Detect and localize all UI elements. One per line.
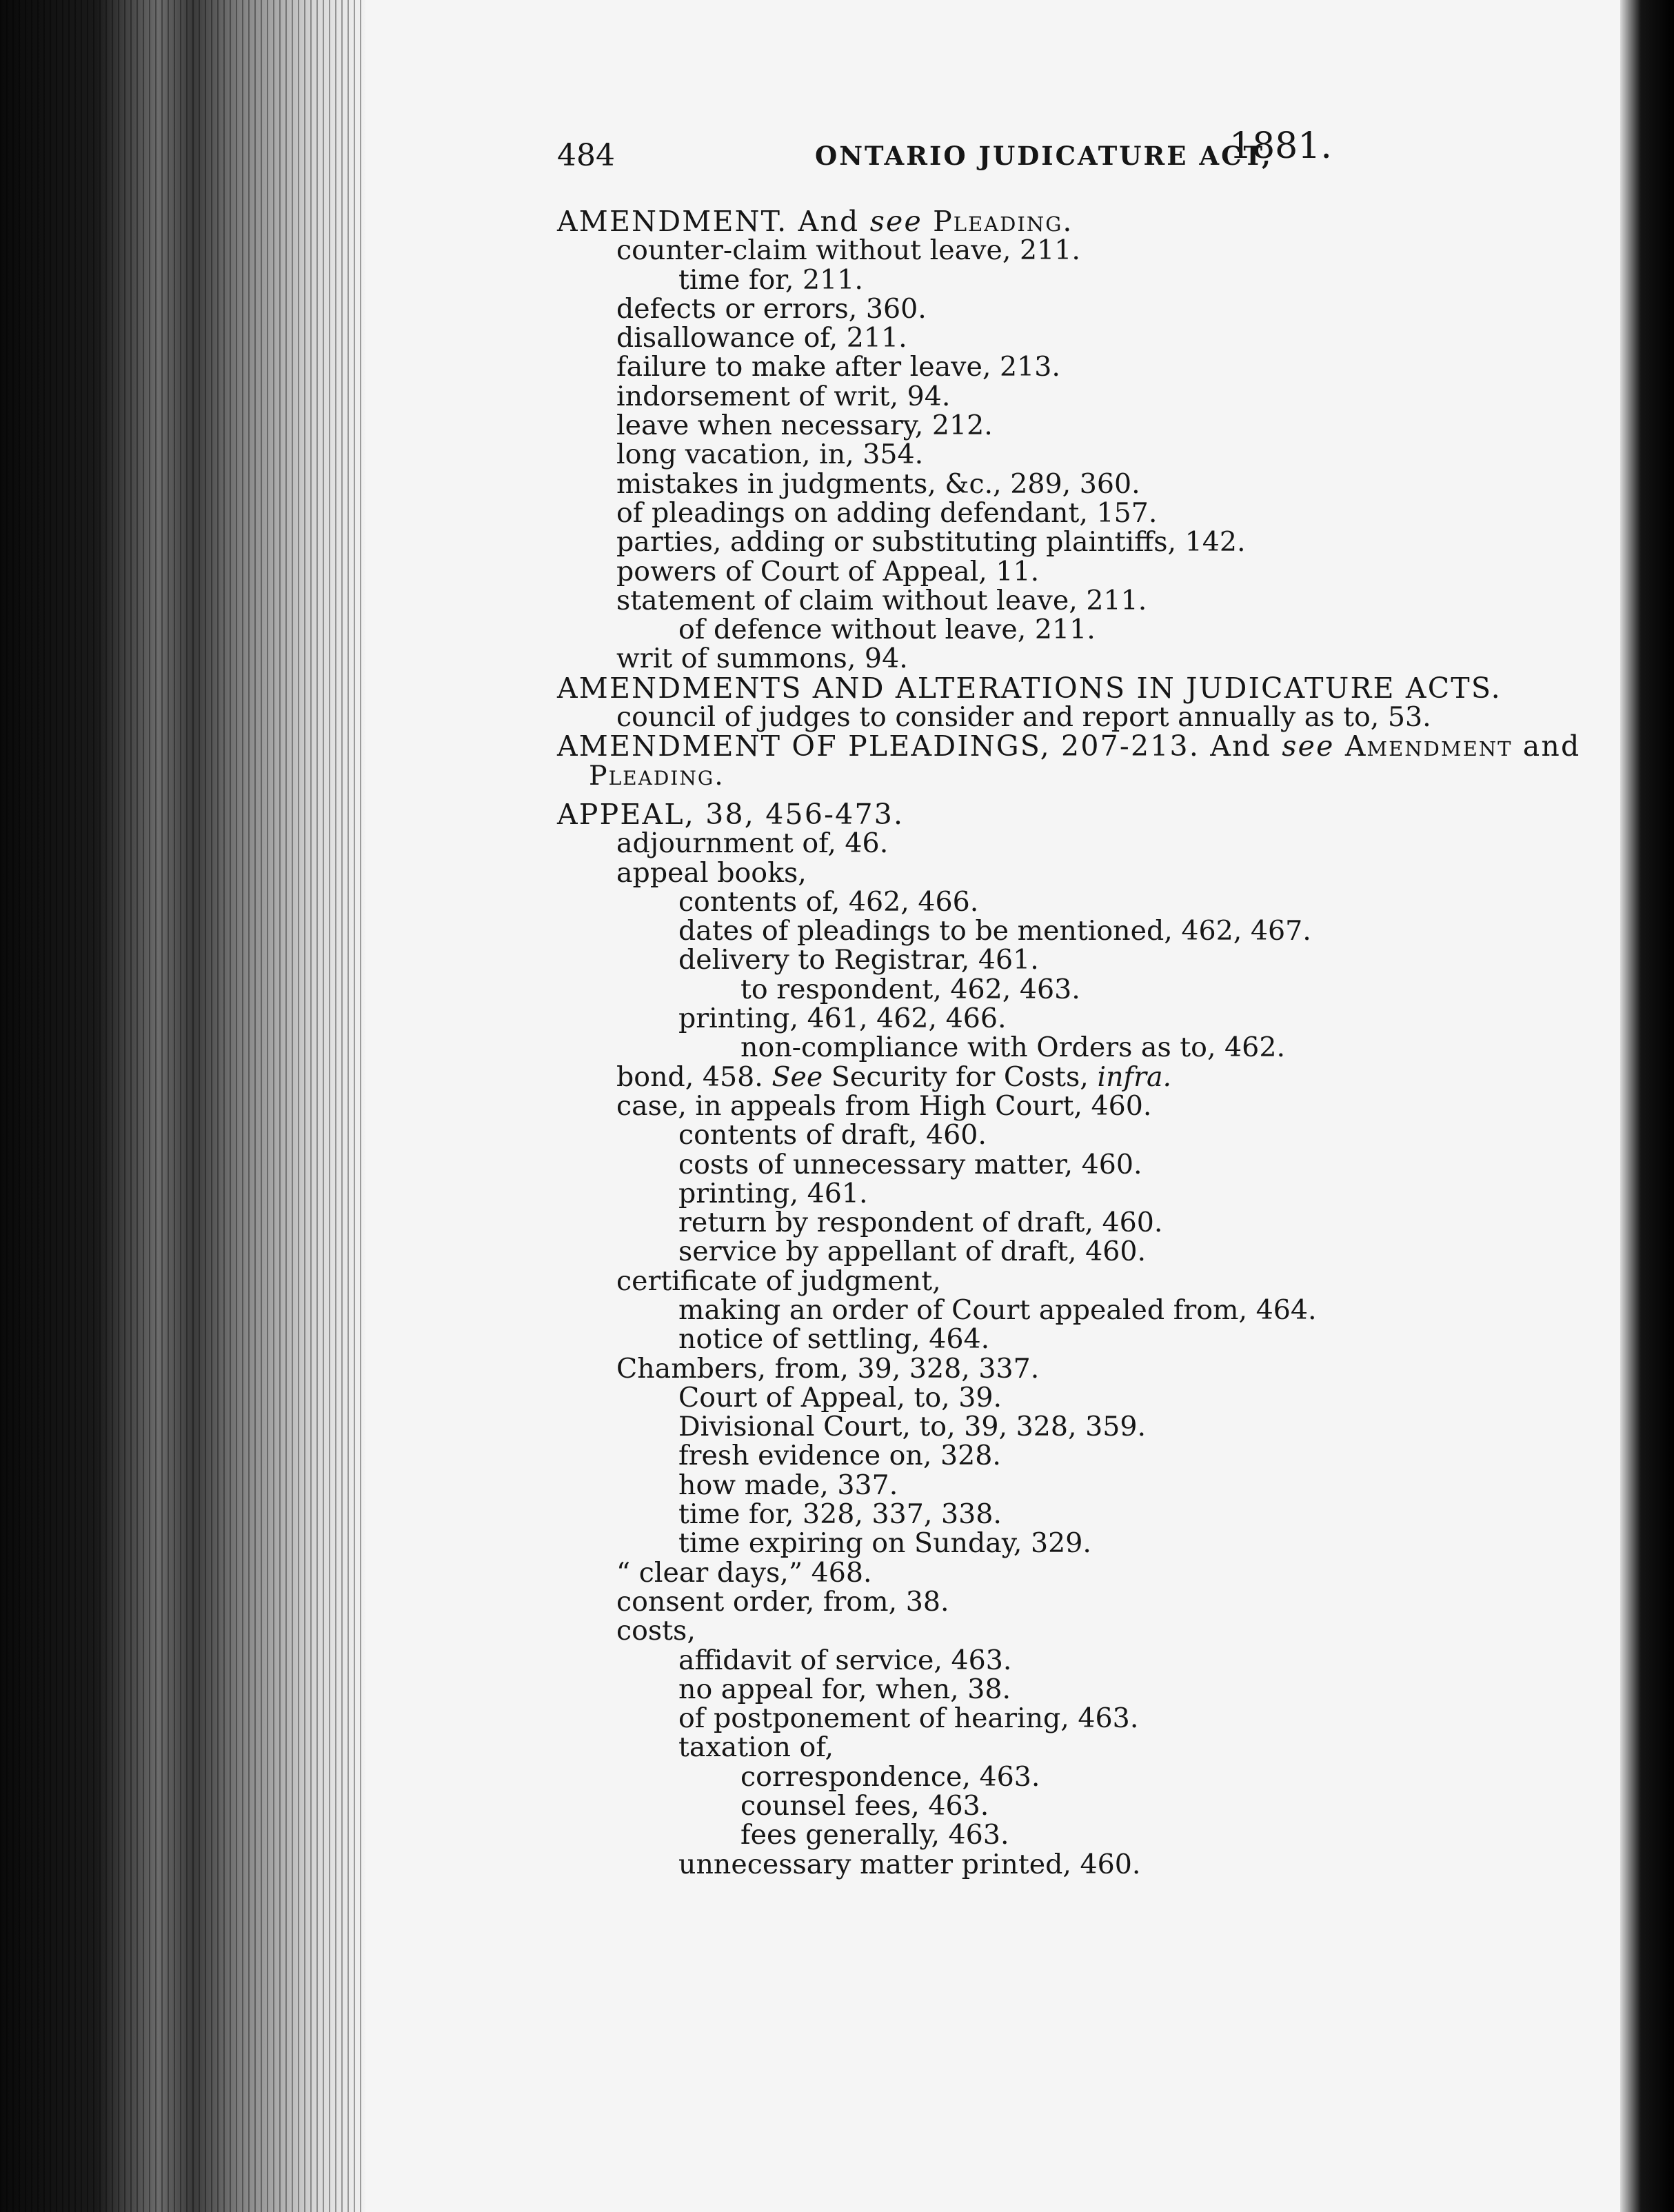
entry-text: writ of summons, 94.: [616, 643, 908, 675]
entry-text: costs,: [616, 1615, 696, 1647]
entry-text: delivery to Registrar, 461.: [678, 944, 1039, 976]
index-heading: [557, 671, 1605, 705]
entry-text: time expiring on Sunday, 329.: [678, 1527, 1091, 1560]
index-entry: [557, 1296, 1605, 1325]
entry-text: costs of unnecessary matter, 460.: [678, 1148, 1142, 1180]
entry-text: long vacation, in, 354.: [616, 439, 924, 471]
index-entry: [557, 615, 1605, 644]
index-entry: [557, 1616, 1605, 1645]
index-entry: [557, 526, 1605, 559]
cross-reference-target: Pleading.: [589, 759, 725, 792]
entry-text: printing, 461.: [678, 1177, 868, 1209]
index-entry: [557, 323, 1605, 352]
index-entry: [557, 1762, 1605, 1791]
index-entry: [557, 1675, 1605, 1704]
see-reference: see: [869, 205, 922, 238]
index-entry: [557, 557, 1605, 586]
entry-text: Court of Appeal, to, 39.: [678, 1381, 1002, 1414]
entry-text: dates of pleadings to be mentioned, 462, 467.: [678, 915, 1311, 947]
entry-text: non-compliance with Orders as to, 462.: [740, 1032, 1285, 1064]
index-heading: [557, 732, 1605, 761]
entry-text: of defence without leave, 211.: [678, 614, 1096, 646]
entry-text: fresh evidence on, 328.: [678, 1440, 1001, 1472]
entry-text: disallowance of, 211.: [616, 322, 907, 354]
index-entry: [557, 1119, 1605, 1152]
index-entry: [557, 440, 1605, 469]
index-entry: [557, 1733, 1605, 1762]
entry-text: AMENDMENT OF PLEADINGS, 207-213.: [557, 730, 1200, 763]
index-entry: [557, 761, 1605, 790]
index-entry: [557, 644, 1605, 673]
index-entry: [557, 1089, 1605, 1122]
entry-text: taxation of,: [678, 1731, 834, 1764]
entry-text: leave when necessary, 212.: [616, 410, 993, 442]
index-entry: [557, 352, 1605, 381]
entry-text: printing, 461, 462, 466.: [678, 1003, 1007, 1035]
index-entry: [557, 916, 1605, 945]
entry-text: AMENDMENTS AND ALTERATIONS IN JUDICATURE ACTS.: [557, 671, 1502, 705]
index-entry: [557, 1529, 1605, 1558]
index-entry: [557, 382, 1605, 411]
index-list: [557, 207, 1605, 1879]
entry-tail: and: [1522, 730, 1581, 763]
entry-text: contents of draft, 460.: [678, 1119, 987, 1152]
entry-ref: And: [1210, 730, 1272, 763]
entry-text: AMENDMENT.: [557, 205, 788, 238]
entry-text: service by appellant of draft, 460.: [678, 1236, 1147, 1268]
entry-text: counter-claim without leave, 211.: [616, 234, 1080, 267]
index-entry: [557, 1383, 1605, 1412]
index-entry: [557, 1587, 1605, 1616]
index-entry: [557, 1791, 1605, 1820]
entry-text: Divisional Court, to, 39, 328, 359.: [678, 1411, 1147, 1443]
index-heading: [557, 797, 1605, 831]
index-entry: [557, 236, 1605, 265]
index-heading: [557, 207, 1605, 236]
index-entry: [557, 1004, 1605, 1033]
facing-page-edge: [1620, 0, 1674, 2212]
index-entry: [557, 1820, 1605, 1849]
index-entry: [557, 1558, 1605, 1587]
index-entry: [557, 1208, 1605, 1237]
entry-text: to respondent, 462, 463.: [740, 973, 1080, 1005]
index-entry: [557, 1267, 1605, 1296]
index-entry: [557, 945, 1605, 974]
index-entry: [557, 294, 1605, 323]
entry-text: failure to make after leave, 213.: [616, 351, 1060, 383]
entry-text: APPEAL, 38, 456-473.: [557, 797, 905, 831]
entry-text: defects or errors, 360.: [616, 292, 927, 325]
entry-text: “ clear days,” 468.: [616, 1556, 872, 1589]
entry-text: fees generally, 463.: [740, 1819, 1009, 1851]
entry-text: time for, 328, 337, 338.: [678, 1498, 1002, 1531]
entry-text: time for, 211.: [678, 263, 863, 296]
index-entry: [557, 1325, 1605, 1354]
book-page-edges: [0, 0, 365, 2212]
entry-text: powers of Court of Appeal, 11.: [616, 555, 1040, 587]
entry-text: return by respondent of draft, 460.: [678, 1207, 1163, 1239]
index-entry: [557, 1500, 1605, 1529]
entry-text: of pleadings on adding defendant, 157.: [616, 496, 1158, 529]
running-title: ONTARIO JUDICATURE ACT,: [815, 141, 1273, 171]
entry-text: no appeal for, when, 38.: [678, 1673, 1011, 1705]
index-entry: [557, 1704, 1605, 1733]
index-entry: [557, 411, 1605, 440]
running-year: 1881.: [1229, 125, 1332, 167]
cross-reference-target: Amendment: [1344, 730, 1513, 763]
index-entry: [557, 703, 1605, 732]
index-entry: [557, 1033, 1605, 1062]
entry-text: contents of, 462, 466.: [678, 885, 979, 918]
index-entry: [557, 265, 1605, 294]
index-entry: [557, 1471, 1605, 1500]
index-entry: [557, 1150, 1605, 1179]
page-number: 484: [557, 138, 615, 173]
entry-text: parties, adding or substituting plaintiffs, 142.: [616, 526, 1246, 559]
index-entry: [557, 1354, 1605, 1383]
entry-after: Security for Costs,: [831, 1060, 1089, 1093]
index-entry: [557, 1060, 1605, 1093]
entry-text: appeal books,: [616, 856, 807, 889]
index-entry: [557, 467, 1605, 500]
entry-ref: And: [798, 205, 860, 238]
entry-text: of postponement of hearing, 463.: [678, 1702, 1139, 1735]
entry-text: correspondence, 463.: [740, 1760, 1040, 1793]
index-entry: [557, 1179, 1605, 1208]
index-entry: [557, 1441, 1605, 1470]
entry-text: indorsement of writ, 94.: [616, 380, 951, 412]
running-header: [557, 125, 1332, 174]
entry-text: statement of claim without leave, 211.: [616, 584, 1147, 616]
entry-text: consent order, from, 38.: [616, 1585, 949, 1618]
entry-text: bond, 458.: [616, 1060, 763, 1093]
index-entry: [557, 1412, 1605, 1441]
entry-italic: infra.: [1097, 1060, 1172, 1093]
entry-text: unnecessary matter printed, 460.: [678, 1848, 1141, 1880]
entry-text: Chambers, from, 39, 328, 337.: [616, 1352, 1040, 1385]
index-entry: [557, 586, 1605, 615]
see-reference: see: [1282, 730, 1335, 763]
index-entry: [557, 975, 1605, 1004]
entry-text: notice of settling, 464.: [678, 1323, 990, 1356]
entry-text: certificate of judgment,: [616, 1265, 941, 1297]
index-entry: [557, 887, 1605, 916]
entry-text: how made, 337.: [678, 1469, 898, 1501]
index-entry: [557, 1646, 1605, 1675]
index-entry: [557, 496, 1605, 529]
entry-text: council of judges to consider and report annually as to, 53.: [616, 701, 1431, 734]
entry-text: affidavit of service, 463.: [678, 1644, 1012, 1676]
index-entry: [557, 1237, 1605, 1266]
entry-text: mistakes in judgments, &c., 289, 360.: [616, 467, 1140, 500]
see-reference: See: [772, 1060, 823, 1093]
index-entry: [557, 1850, 1605, 1879]
entry-text: making an order of Court appealed from, 464.: [678, 1294, 1317, 1326]
entry-text: counsel fees, 463.: [740, 1790, 989, 1822]
index-entry: [557, 829, 1605, 858]
index-entry: [557, 858, 1605, 887]
entry-text: adjournment of, 46.: [616, 827, 889, 860]
entry-text: case, in appeals from High Court, 460.: [616, 1089, 1152, 1122]
cross-reference-target: Pleading.: [933, 205, 1073, 238]
